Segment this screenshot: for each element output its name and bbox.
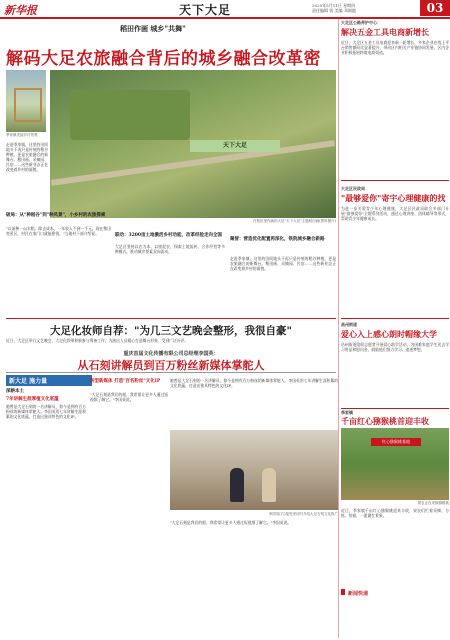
column-label-badge: 新大足 施力量 <box>6 375 92 386</box>
rc-story4-headline: 千亩红心猕猴桃首迎丰收 <box>341 416 429 426</box>
section3-subhead-1: 7年讲解生涯厚植文化底蕴 <box>6 397 59 402</box>
rc-story1-body: 近日，大足区五金工具电商迎来新一轮增长，多家企业在线上平台销售额同比显著提升，带动区内相关产业链协同发展，区内企业积极拓展跨境电商渠道。 <box>341 40 449 55</box>
rc-story4-photo <box>341 428 449 500</box>
rc-story4-kicker: 季家镇 <box>341 410 353 415</box>
rice-art-sign: 天下大足 <box>190 140 280 152</box>
main-photo-caption: 在稻田里作画的大足"天下大足"主题稻田画(资料图片) <box>253 219 336 223</box>
issue-date: 2025年5月11日 星期四 <box>312 3 356 8</box>
section-title: 天下大足 <box>178 3 231 17</box>
rc-story3-body: 昌州街道组织志愿者开展爱心助学活动，为困难家庭学生送去学习用品和慰问金，鼓励他们努力学习、追逐梦想。 <box>341 342 449 352</box>
lead-main-photo <box>50 70 336 218</box>
rc-story4-body: 近日，季家镇千亩红心猕猴桃迎来丰收，果农们忙着采摘、分拣、装箱，一派繁忙景象。 <box>341 508 449 518</box>
rc-story2-kicker: 大足区民政局 <box>341 186 365 191</box>
person-figure <box>262 468 276 502</box>
kiwi-base-sign: 红心猕猴桃基地 <box>371 438 421 446</box>
section3-left-kicker: 深耕本土 <box>6 389 24 394</box>
lead-subhead-1: 破局：从"种稻谷"到"种风景"，小乡村的农旅探索 <box>6 213 106 218</box>
lead-subhead-2: 联动：3200亩土地激活乡村动能，改革经验走向全国 <box>115 233 223 238</box>
news-flash-label: 新闻快递 <box>348 591 369 597</box>
column-divider <box>338 18 339 638</box>
lead-headline: 解码大足农旅融合背后的城乡融合改革密 <box>6 49 321 69</box>
lead-body-col3: 大足区坚持以农为本、以旅促农，探索土地流转、合作经营等多种模式，推动城乡要素双向流动。 <box>115 244 225 254</box>
rc-story1-kicker: 大足区公路养护中心： <box>341 20 381 25</box>
section3-kicker: 重庆首届文化传播有限公司总经理李国英： <box>123 351 219 357</box>
section3-headline: 从石刻讲解员到百万粉丝新媒体掌舵人 <box>77 359 265 372</box>
rc-story4-photo-caption: 果农正在采摘猕猴桃 <box>417 501 449 505</box>
lead-body-col2: "以前种一亩水稻，除去成本，一年收入不到一千元。现在稻田变景区，村民在家门口就能挣钱。"当地村干部介绍说。 <box>6 226 111 236</box>
rice-field-shape <box>70 90 190 140</box>
rc-divider <box>341 180 449 181</box>
rc-story3-kicker: 昌州街道 <box>341 322 357 327</box>
lead-kicker: 稻田作画 城乡"共舞" <box>120 24 186 33</box>
rc-story2-body: 为进一步关爱青少年心理健康，大足区民政局联合多部门开展"最够爱你"主题系列活动，通过心理讲座、团体辅导等形式，帮助青少年健康成长。 <box>341 206 449 221</box>
section3-body-col3: 她曾是大足石刻的一名讲解员，如今是拥有百万粉丝的新媒体掌舵人。李国英用七年讲解生涯积累的文化底蕴，打造出独具特色的文化IP。 <box>170 378 338 388</box>
lead-body-col1: 走进季家镇，这里的田间地头不再只是传统的稻谷种植，更是农旅融合的新舞台。稻田画、采摘园、民宿……这些新业态正在改变着乡村的面貌。 <box>6 142 48 172</box>
lead-subhead-3: 聚智：营造优化配置再深化，铁院城乡融合新路 <box>230 237 325 242</box>
rc-story3-headline: 爱心入上感心朗时帽缘大学 <box>341 329 437 339</box>
section2-intro: 近日，大足区举行文艺晚会，大足化妆师积极参与筹备工作，为演出人员精心打造舞台形象，受到广泛好评。 <box>6 338 189 343</box>
rc-story2-headline: "最够爱你"寄宇心理健康的找 <box>341 193 446 203</box>
lead-side-photo <box>6 70 46 132</box>
lead-body-col4: 走进季家镇，这里的田间地头不再只是传统的稻谷种植，更是农旅融合的新舞台。稻田画、采摘园、民宿……这些新业态正在改变着乡村的面貌。 <box>230 256 336 271</box>
section3-body-col1: 她曾是大足石刻的一名讲解员，如今是拥有百万粉丝的新媒体掌舵人。李国英用七年讲解生涯积累的文化底蕴，打造出独具特色的文化IP。 <box>6 404 86 419</box>
rc-divider <box>341 408 449 409</box>
person-figure <box>230 468 244 502</box>
section2-divider <box>6 318 336 319</box>
section3-body-col2: "大足石刻是我们的根，我希望让更多人通过短视频了解它。"李国英说。 <box>90 392 168 402</box>
masthead-divider <box>0 17 450 19</box>
section3-photo <box>170 430 338 510</box>
rc-divider <box>341 318 449 319</box>
rc-story1-headline: 解决五金工具电商新增长 <box>341 27 429 37</box>
section3-body-col4: "大足石刻是我们的根，我希望让更多人通过短视频了解它。"李国英说。 <box>170 520 292 525</box>
editor-credit: 责任编辑 钱 美编 邓刚越 <box>312 8 356 13</box>
section3-photo-caption: 李国英(右)接受采访时介绍大足石刻文化推广 <box>268 512 338 516</box>
page-number-badge: 03 <box>420 0 450 16</box>
flash-marker-icon <box>341 589 345 595</box>
section2-headline: 大足化妆师自荐："为几三文艺晚会整形，我很自豪" <box>50 325 292 337</box>
photo-frame-sculpture <box>14 88 42 122</box>
section3-divider <box>6 372 336 373</box>
section3-subhead-2: 转型新媒体 打造"百名粉丝"文化IP <box>90 379 161 384</box>
newspaper-logo: 新华报 <box>4 4 37 17</box>
side-photo-caption: 季家镇美丽乡村景观 <box>6 133 38 137</box>
